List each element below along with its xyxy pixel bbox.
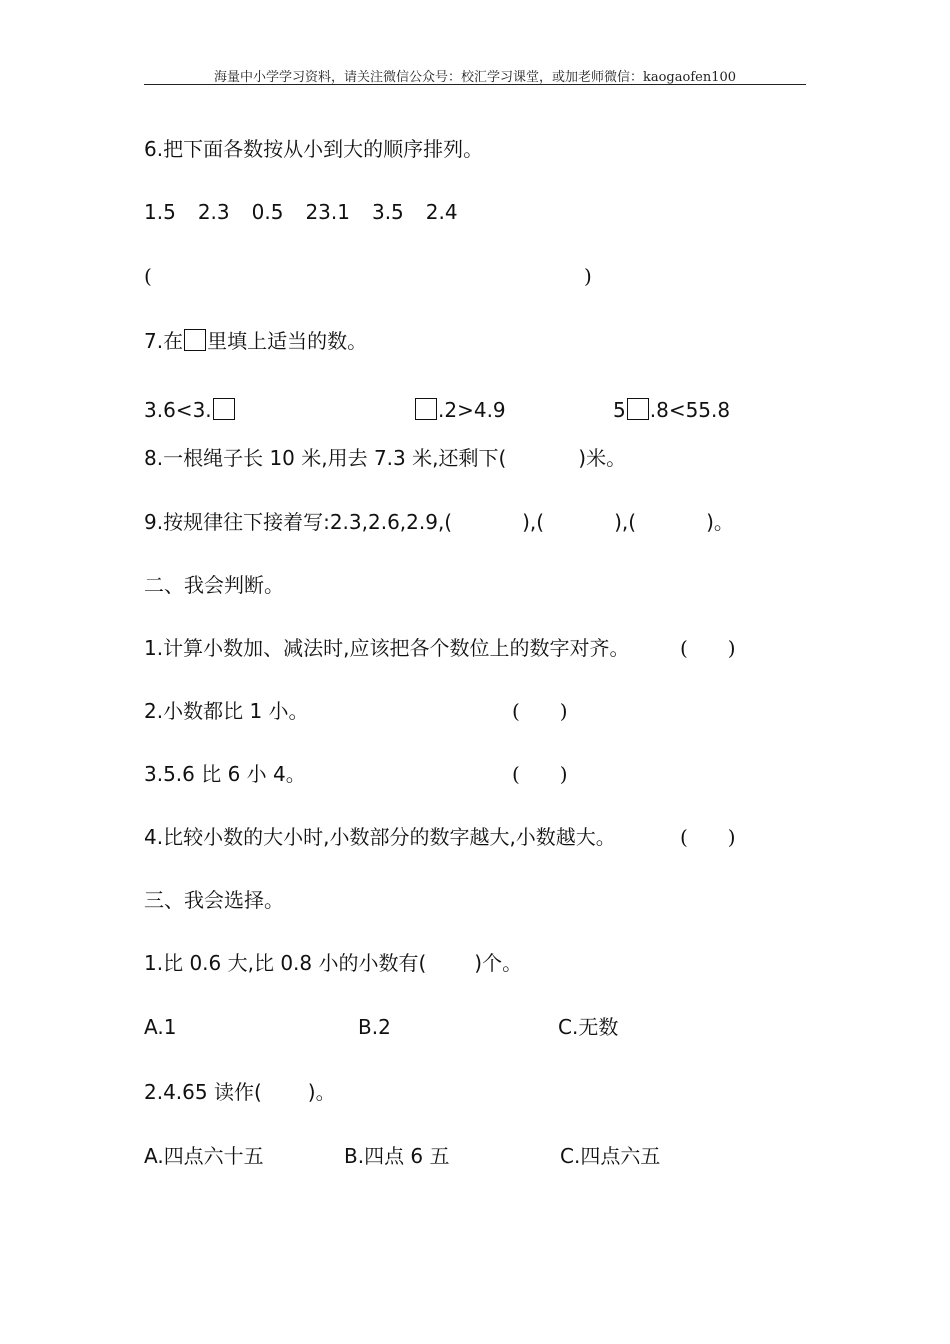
- judge-item-3: 3.5.6 比 6 小 4。: [144, 762, 306, 786]
- q6-title: 6.把下面各数按从小到大的顺序排列。: [144, 137, 484, 161]
- choice-q1-option-a[interactable]: A.1: [144, 1015, 177, 1039]
- choice-q2-option-b[interactable]: B.四点 6 五: [344, 1144, 450, 1168]
- q9-text: ),(: [522, 510, 545, 534]
- judge-answer-paren[interactable]: ( ): [512, 762, 568, 786]
- q9-text: )。: [706, 510, 734, 534]
- q6-answer-open-paren: (: [144, 264, 152, 288]
- answer-box[interactable]: [627, 398, 649, 420]
- q6-number: 2.3: [197, 200, 230, 224]
- section-2-title: 二、我会判断。: [144, 573, 284, 597]
- answer-box-icon: [184, 329, 206, 351]
- section-3-title: 三、我会选择。: [144, 888, 284, 912]
- answer-box[interactable]: [415, 398, 437, 420]
- q6-number: 1.5: [144, 200, 176, 224]
- q6-number: 3.5: [371, 200, 404, 224]
- choice-question-2: [144, 1079, 336, 1105]
- q7-item-text: .8<55.8: [649, 398, 731, 422]
- judge-item-4: 4.比较小数的大小时,小数部分的数字越大,小数越大。: [144, 825, 616, 849]
- q6-answer-close-paren: ): [584, 264, 592, 288]
- page-header: 海量中小学学习资料，请关注微信公众号：校汇学习课堂，或加老师微信：kaogaofen100: [213, 70, 737, 85]
- q7-title-part: 7.在: [144, 329, 184, 353]
- q7-item-text: 5: [613, 398, 626, 422]
- q6-number: 2.4: [425, 200, 458, 224]
- choice-q2-option-a[interactable]: A.四点六十五: [144, 1144, 264, 1168]
- judge-answer-paren[interactable]: ( ): [680, 825, 736, 849]
- choice-q1-text: )个。: [474, 951, 523, 975]
- judge-answer-paren[interactable]: ( ): [680, 636, 736, 660]
- q7-item-text: 3.6<3.: [144, 398, 212, 422]
- q7-item-text: .2>4.9: [438, 398, 506, 422]
- answer-box[interactable]: [213, 398, 235, 420]
- q6-numbers: [144, 199, 458, 225]
- q7-item-2: [414, 397, 506, 423]
- q6-number: 0.5: [251, 200, 284, 224]
- q6-number: 23.1: [305, 200, 350, 224]
- choice-q2-text: 2.4.65 读作(: [144, 1080, 262, 1104]
- q7-item-1: [144, 397, 236, 423]
- judge-item-1: 1.计算小数加、减法时,应该把各个数位上的数字对齐。: [144, 636, 630, 660]
- choice-q2-text: )。: [307, 1080, 336, 1104]
- q9-text: 9.按规律往下接着写:2.3,2.6,2.9,(: [144, 510, 453, 534]
- q8-text: )米。: [578, 446, 627, 470]
- q9-text: ),(: [614, 510, 637, 534]
- judge-item-2: 2.小数都比 1 小。: [144, 699, 309, 723]
- choice-q1-option-b[interactable]: B.2: [358, 1015, 391, 1039]
- q7-item-3: [613, 397, 730, 423]
- choice-question-1: [144, 950, 522, 976]
- judge-answer-paren[interactable]: ( ): [512, 699, 568, 723]
- q7-title-part: 里填上适当的数。: [207, 329, 368, 353]
- q8-question: [144, 445, 626, 471]
- choice-q1-text: 1.比 0.6 大,比 0.8 小的小数有(: [144, 951, 427, 975]
- q7-title: [144, 328, 367, 354]
- header-rule: [144, 84, 806, 85]
- choice-q1-option-c[interactable]: C.无数: [558, 1015, 619, 1039]
- q9-question: [144, 509, 734, 535]
- choice-q2-option-c[interactable]: C.四点六五: [560, 1144, 661, 1168]
- q8-text: 8.一根绳子长 10 米,用去 7.3 米,还剩下(: [144, 446, 507, 470]
